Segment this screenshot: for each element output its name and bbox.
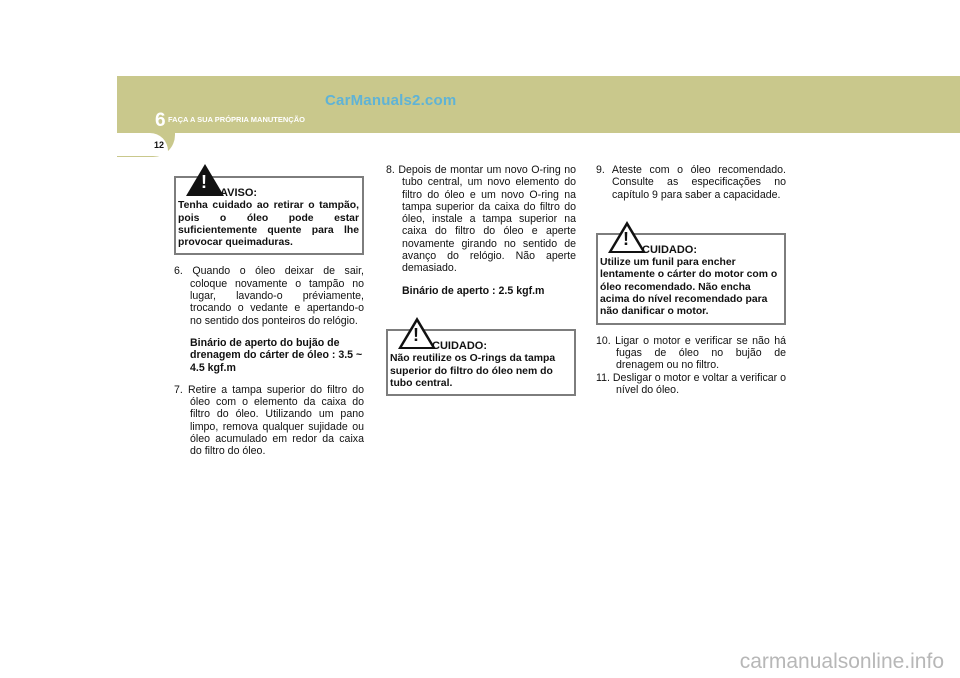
step-10 (596, 335, 786, 372)
step-7-text: Retire a tampa superior do filtro do óleo com o elemento da caixa do filtro do óleo. Utilizando um pano limpo, remova qualquer sujidade ou óleo acumulado em redor da caixa do filtro do óleo. (187, 383, 364, 458)
step-8 (386, 164, 576, 275)
warning-box (174, 172, 364, 255)
column-1 (174, 172, 364, 458)
caution-text: Utilize um funil para encher lentamente o cárter do motor com o óleo recomendado. Não encha acima do nível recomendado para não danificar o motor. (600, 257, 778, 318)
caution-text: Não reutilize os O-rings da tampa superior do filtro do óleo nem do tubo central. (390, 353, 556, 389)
caution-title: CUIDADO: (642, 243, 697, 256)
step-6-spec: Binário de aperto do bujão de drenagem do cárter de óleo : 3.5 ~ 4.5 kgf.m (190, 336, 363, 374)
step-11-text: Desligar o motor e voltar a verificar o nível do óleo. (612, 371, 787, 396)
step-8-spec: Binário de aperto : 2.5 kgf.m (402, 284, 545, 297)
page-number: 12 (154, 140, 165, 150)
step-9-number: 9. (596, 164, 605, 176)
step-7 (174, 384, 364, 458)
step-8-number: 8. (386, 164, 395, 176)
caution-box-oring (386, 324, 576, 396)
step-10-number: 10. (596, 334, 611, 347)
step-8-text: Depois de montar um novo O-ring no tubo central, um novo elemento do filtro do óleo e um novo O-ring na tampa superior da caixa do filtro do óleo, instale a tampa superior na caixa do filtro do óleo e aperte novamente girando no sentido de avanço do relógio. Não aperte demasiado. (398, 164, 577, 275)
caution-title: CUIDADO: (432, 339, 487, 352)
caution-box-funnel (596, 228, 786, 325)
step-10-text: Ligar o motor e verificar se não há fugas de óleo no bujão de drenagem ou no filtro. (615, 334, 786, 372)
step-7-number: 7. (174, 383, 183, 396)
step-11-number: 11. (596, 371, 610, 384)
header-band (117, 76, 960, 133)
footer-watermark[interactable]: carmanualsonline.info (739, 650, 944, 673)
step-6 (174, 265, 364, 326)
caution-icon: ! (608, 221, 646, 253)
warning-title: AVISO: (220, 187, 258, 199)
step-9-text: Ateste com o óleo recomendado. Consulte as especificações no capítulo 9 para saber a capacidade. (611, 164, 787, 201)
caution-icon: ! (398, 317, 436, 349)
step-11 (596, 372, 786, 397)
warning-icon: ! (186, 164, 224, 196)
warning-text: Tenha cuidado ao retirar o tampão, pois o óleo pode estar suficientemente quente para lhe provocar queimaduras. (178, 200, 359, 249)
chapter-title: FAÇA A SUA PRÓPRIA MANUTENÇÃO (168, 115, 305, 124)
step-6-number: 6. (174, 265, 183, 278)
column-2 (386, 164, 576, 396)
chapter-number: 6 (155, 110, 166, 131)
column-3 (596, 164, 786, 396)
header-watermark[interactable]: CarManuals2.com (325, 92, 457, 109)
step-6-text: Quando o óleo deixar de sair, coloque novamente o tampão no lugar, lavando-o préviamente, trocando o vedante e apertando-o no sentido dos ponteiros do relógio. (190, 265, 364, 327)
step-9 (596, 164, 786, 201)
